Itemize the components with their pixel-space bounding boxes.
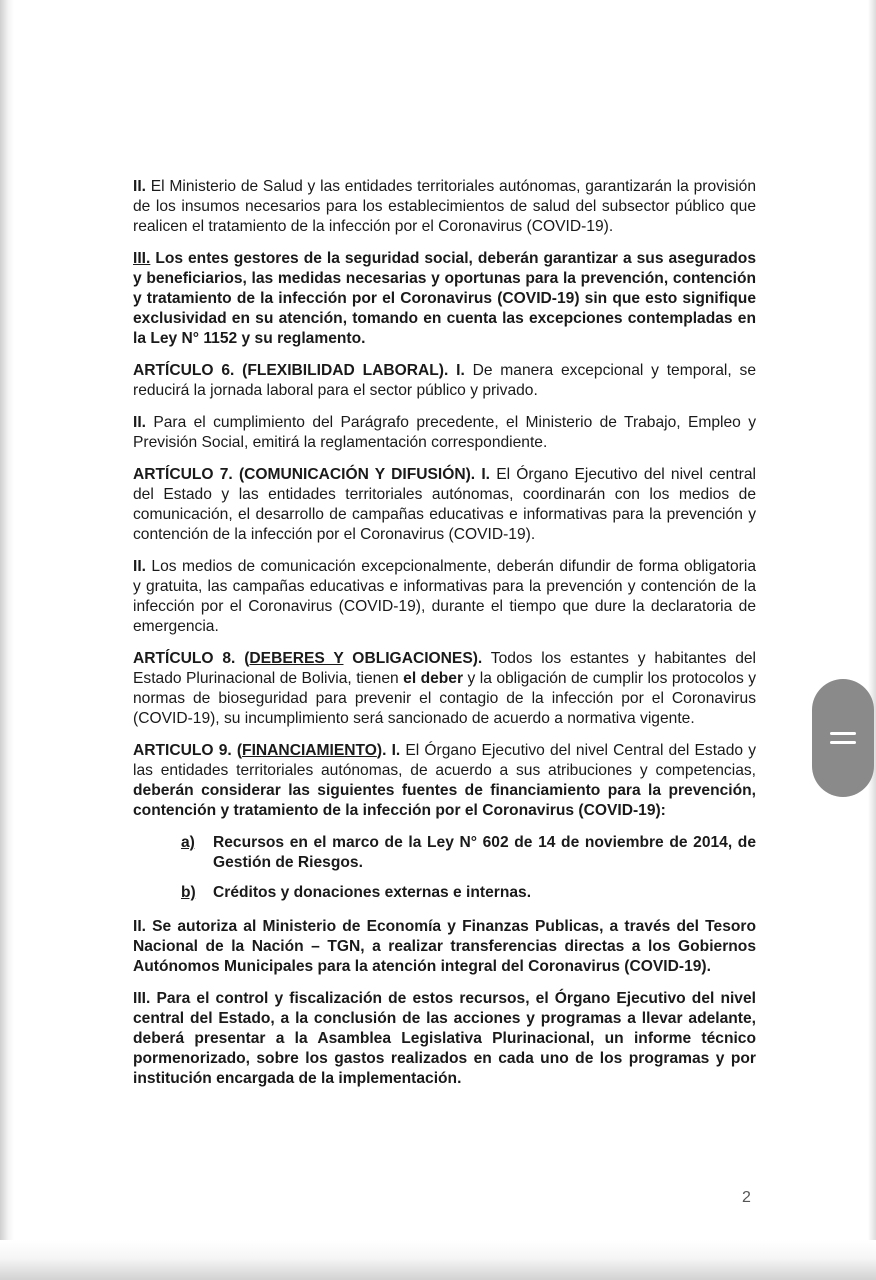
page-edge-shadow-left [0, 0, 14, 1280]
paragraph-label: II. [133, 178, 146, 195]
heading-underlined: DEBERES Y [249, 650, 344, 667]
scroll-handle[interactable] [812, 679, 874, 797]
paragraph-label: III. [133, 250, 151, 267]
heading-part: ). I. [376, 742, 401, 759]
article-9 [133, 741, 756, 821]
article-text-bold: deberán considerar las siguientes fuentes de financiamiento para la prevención, contención y tratamiento de la infección por el Coronavirus (COVID-19): [133, 782, 756, 819]
article-heading [133, 742, 400, 759]
article-9-paragraph-iii: III. Para el control y fiscalización de estos recursos, el Órgano Ejecutivo del nivel central del Estado, a la conclusión de las acciones y programas a llevar adelante, deberá presentar a la Asamblea Legislativa Plurinacional, un informe técnico pormenorizado, sobre los gastos realizados en cada uno de los programas y por institución encargada de la implementación. [133, 990, 756, 1087]
article-text: El Órgano Ejecutivo del nivel central del Estado y las entidades territoriales autónomas, coordinarán con los medios de comunicación, el desarrollo de campañas educativas e informativas para la prevención y contención de la infección por el Coronavirus (COVID-19). [133, 466, 756, 543]
heading-part: ARTICULO 9. ( [133, 742, 243, 759]
article-6-paragraph-ii [133, 413, 756, 453]
list-item [181, 833, 756, 873]
paragraph-text: Para el cumplimiento del Parágrafo precedente, el Ministerio de Trabajo, Empleo y Previsión Social, emitirá la reglamentación correspondiente. [133, 414, 756, 451]
document-page [133, 177, 756, 1101]
paragraph-ii-salud [133, 177, 756, 237]
article-heading [133, 650, 482, 667]
article-9-paragraph-ii: II. Se autoriza al Ministerio de Economía y Finanzas Publicas, a través del Tesoro Nacional de la Nación – TGN, a realizar transferencias directas a los Gobiernos Autónomos Municipales para la atención integral del Coronavirus (COVID-19). [133, 918, 756, 975]
list-text: Recursos en el marco de la Ley N° 602 de 14 de noviembre de 2014, de Gestión de Riesgos. [213, 834, 756, 871]
page-number: 2 [742, 1189, 751, 1206]
grip-line-icon [830, 732, 856, 735]
grip-line-icon [830, 741, 856, 744]
article-text: El Órgano Ejecutivo del nivel Central del Estado y las entidades territoriales autónomas, de acuerdo a sus atribuciones y competencias, [133, 742, 756, 779]
article-6 [133, 361, 756, 401]
list-marker: b) [181, 884, 196, 901]
heading-part: ARTÍCULO 8. ( [133, 650, 250, 667]
page-edge-shadow-bottom [0, 1240, 876, 1280]
article-text: Todos los estantes y habitantes del Estado Plurinacional de Bolivia, tienen [133, 650, 757, 687]
article-8 [133, 649, 756, 729]
article-text-bold: el deber [403, 670, 464, 687]
paragraph-iii-seguridad-social [133, 249, 756, 349]
paragraph-text: El Ministerio de Salud y las entidades territoriales autónomas, garantizarán la provisión de los insumos necesarios para los establecimientos de salud del subsector público que realicen el tratamiento de la infección por el Coronavirus (COVID-19). [133, 178, 756, 235]
page-edge-shadow-right [868, 0, 876, 1280]
heading-underlined: FINANCIAMIENTO [242, 742, 377, 759]
paragraph-label: II. [133, 558, 146, 575]
article-text: De manera excepcional y temporal, se reducirá la jornada laboral para el sector público y privado. [133, 362, 756, 399]
article-7-paragraph-ii [133, 557, 756, 637]
article-heading: ARTÍCULO 6. (FLEXIBILIDAD LABORAL). I. [133, 362, 465, 379]
article-text: y la obligación de cumplir los protocolos y normas de bioseguridad para prevenir el contagio de la infección por el Coronavirus (COVID-19), su incumplimiento será sancionado de acuerdo a normativa vigente. [133, 670, 757, 727]
paragraph-label: II. [133, 414, 146, 431]
article-7 [133, 465, 756, 545]
paragraph-text: Los entes gestores de la seguridad social, deberán garantizar a sus asegurados y beneficiarios, las medidas necesarias y oportunas para la prevención, contención y tratamiento de la infección por el Coronavirus (COVID-19) sin que esto signifique exclusividad en su atención, tomando en cuenta las excepciones contempladas en la Ley N° 1152 y su reglamento. [133, 250, 756, 347]
heading-part: OBLIGACIONES). [343, 650, 483, 667]
list-marker: a) [181, 834, 195, 851]
list-text: Créditos y donaciones externas e internas. [213, 884, 532, 901]
article-heading: ARTÍCULO 7. (COMUNICACIÓN Y DIFUSIÓN). I. [133, 466, 490, 483]
list-item [181, 883, 756, 903]
paragraph-text: Los medios de comunicación excepcionalmente, deberán difundir de forma obligatoria y gratuita, las campañas educativas e informativas para la prevención y contención de la infección por el Coronavirus (COVID-19), durante el tiempo que dure la declaratoria de emergencia. [133, 558, 756, 635]
